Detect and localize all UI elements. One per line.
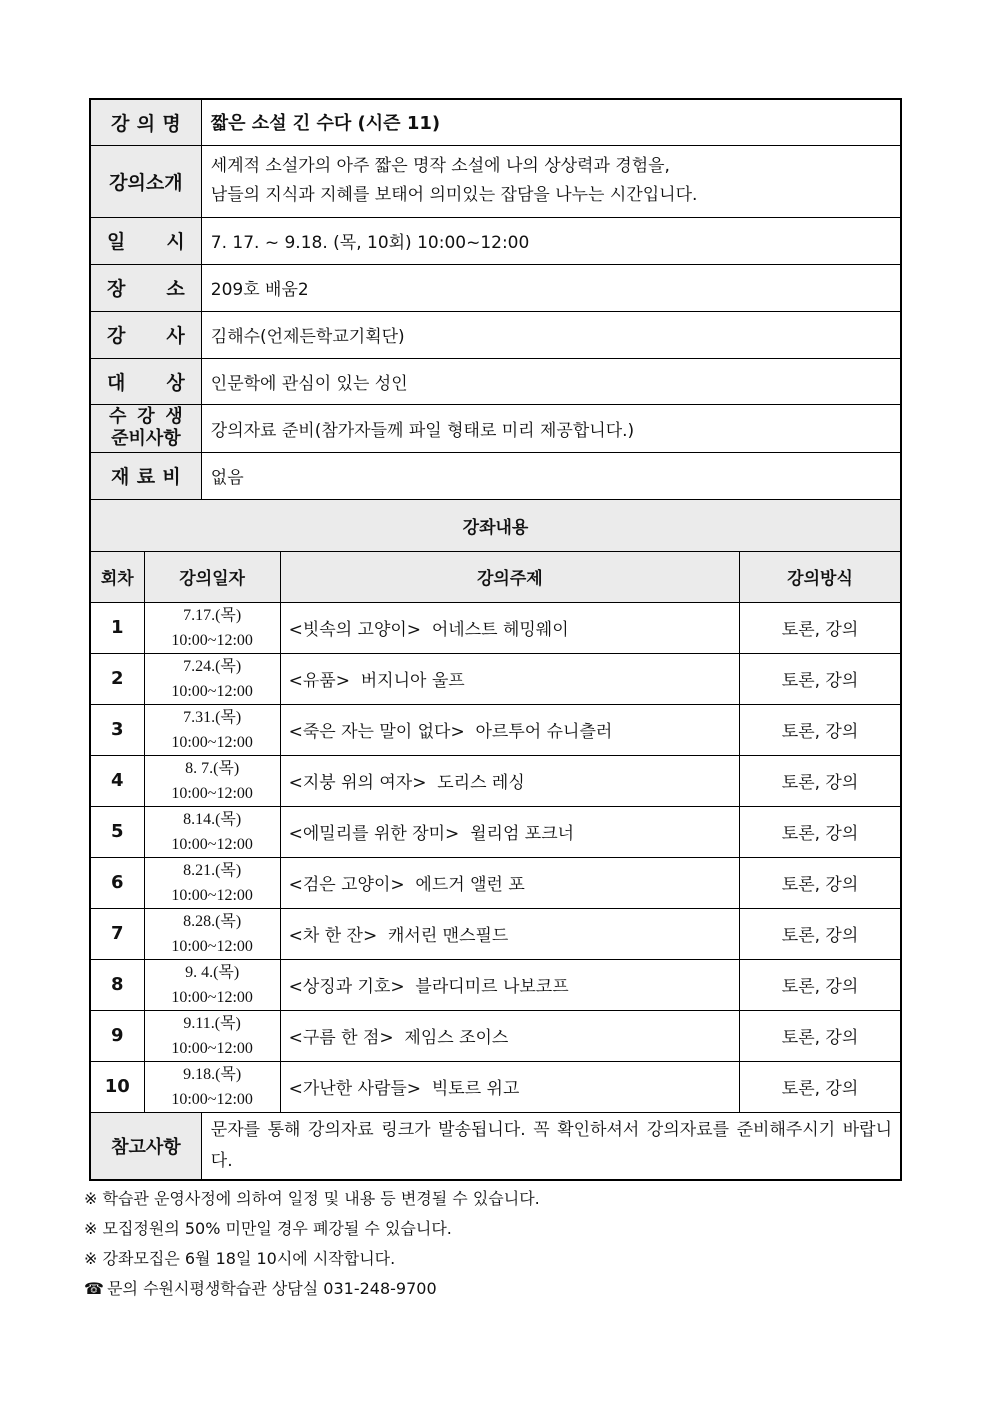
contact-text: 문의 수원시평생학습관 상담실 031-248-9700	[107, 1279, 437, 1298]
session-method: 토론, 강의	[740, 908, 901, 959]
course-target: 인문학에 관심이 있는 성인	[201, 358, 901, 404]
session-method: 토론, 강의	[740, 959, 901, 1010]
table-row	[90, 602, 901, 653]
label-prep: 수 강 생 준비사항	[90, 404, 201, 452]
curriculum-rows	[90, 602, 901, 1112]
session-number: 2	[90, 653, 144, 704]
label-title: 강 의 명	[90, 99, 201, 145]
session-number: 10	[90, 1061, 144, 1112]
session-method: 토론, 강의	[740, 602, 901, 653]
session-date: 7.31.(목) 10:00~12:00	[145, 705, 281, 755]
curriculum-header-row	[90, 551, 901, 602]
label-schedule: 일 시	[90, 217, 201, 264]
session-date-topic	[144, 1010, 739, 1061]
table-row	[90, 908, 901, 959]
row-schedule	[90, 217, 901, 264]
session-date-topic	[144, 755, 739, 806]
session-number: 8	[90, 959, 144, 1010]
session-date: 7.24.(목) 10:00~12:00	[145, 654, 281, 704]
session-date-topic	[144, 959, 739, 1010]
col-header-topic: 강의주제	[476, 569, 543, 589]
table-row	[90, 857, 901, 908]
row-prep	[90, 404, 901, 452]
table-row	[90, 959, 901, 1010]
label-note: 참고사항	[90, 1112, 201, 1180]
course-place: 209호 배움2	[201, 264, 901, 311]
session-number: 4	[90, 755, 144, 806]
session-date: 9.11.(목) 10:00~12:00	[145, 1011, 281, 1061]
session-date-topic	[144, 857, 739, 908]
session-date: 8. 7.(목) 10:00~12:00	[145, 756, 281, 806]
session-method: 토론, 강의	[740, 653, 901, 704]
session-date-topic	[144, 806, 739, 857]
course-prep: 강의자료 준비(참가자들께 파일 형태로 미리 제공합니다.)	[201, 404, 901, 452]
session-method: 토론, 강의	[740, 755, 901, 806]
session-number: 1	[90, 602, 144, 653]
session-date-topic	[144, 653, 739, 704]
col-header-date: 강의일자	[145, 552, 281, 602]
table-row	[90, 653, 901, 704]
row-instructor	[90, 311, 901, 358]
row-target	[90, 358, 901, 404]
session-date-topic	[144, 908, 739, 959]
session-date-topic	[144, 602, 739, 653]
session-method: 토론, 강의	[740, 806, 901, 857]
col-header-no: 회차	[90, 551, 144, 602]
session-topic: <유품> 버지니아 울프	[288, 671, 465, 691]
session-date: 8.28.(목) 10:00~12:00	[145, 909, 281, 959]
footer-note: ※ 학습관 운영사정에 의하여 일정 및 내용 등 변경될 수 있습니다.	[84, 1189, 540, 1208]
session-topic: <지붕 위의 여자> 도리스 레싱	[288, 773, 525, 793]
row-fee	[90, 452, 901, 499]
session-topic: <검은 고양이> 에드거 앨런 포	[288, 875, 525, 895]
phone-icon: ☎	[84, 1279, 104, 1298]
curriculum-heading: 강좌내용	[90, 499, 901, 551]
table-row	[90, 1061, 901, 1112]
footer-note: ※ 강좌모집은 6월 18일 10시에 시작합니다.	[84, 1249, 396, 1268]
row-title	[90, 99, 901, 145]
session-method: 토론, 강의	[740, 1010, 901, 1061]
session-topic: <에밀리를 위한 장미> 윌리엄 포크너	[288, 824, 575, 844]
label-target: 대 상	[90, 358, 201, 404]
col-header-method: 강의방식	[740, 551, 901, 602]
session-topic: <죽은 자는 말이 없다> 아르투어 슈니츨러	[288, 722, 613, 742]
session-date-topic	[144, 704, 739, 755]
table-row	[90, 704, 901, 755]
footer-contact	[84, 1274, 540, 1304]
label-fee: 재 료 비	[90, 452, 201, 499]
row-place	[90, 264, 901, 311]
curriculum-heading-row	[90, 499, 901, 551]
note-text: 문자를 통해 강의자료 링크가 발송됩니다. 꼭 확인하셔서 강의자료를 준비해주시기 바랍니다.	[201, 1112, 901, 1180]
label-intro: 강의소개	[90, 145, 201, 217]
row-intro	[90, 145, 901, 217]
course-fee: 없음	[201, 452, 901, 499]
course-info-table	[89, 98, 902, 1181]
label-place: 장 소	[90, 264, 201, 311]
session-number: 6	[90, 857, 144, 908]
session-topic: <가난한 사람들> 빅토르 위고	[288, 1079, 520, 1099]
session-method: 토론, 강의	[740, 1061, 901, 1112]
session-date: 9. 4.(목) 10:00~12:00	[145, 960, 281, 1010]
session-date: 9.18.(목) 10:00~12:00	[145, 1062, 281, 1112]
session-topic: <구름 한 점> 제임스 조이스	[288, 1028, 509, 1048]
footer-note: ※ 모집정원의 50% 미만일 경우 폐강될 수 있습니다.	[84, 1219, 452, 1238]
session-number: 9	[90, 1010, 144, 1061]
session-method: 토론, 강의	[740, 704, 901, 755]
table-row	[90, 755, 901, 806]
course-title: 짧은 소설 긴 수다 (시즌 11)	[201, 99, 901, 145]
course-intro: 세계적 소설가의 아주 짧은 명작 소설에 나의 상상력과 경험을, 남들의 지식과 지혜를 보태어 의미있는 잡담을 나누는 시간입니다.	[201, 145, 901, 217]
session-topic: <차 한 잔> 캐서린 맨스필드	[288, 926, 509, 946]
table-row	[90, 1010, 901, 1061]
session-date: 8.21.(목) 10:00~12:00	[145, 858, 281, 908]
session-date-topic	[144, 1061, 739, 1112]
row-note	[90, 1112, 901, 1180]
course-instructor: 김해수(언제든학교기획단)	[201, 311, 901, 358]
session-method: 토론, 강의	[740, 857, 901, 908]
session-topic: <빗속의 고양이> 어네스트 헤밍웨이	[288, 620, 569, 640]
session-date: 7.17.(목) 10:00~12:00	[145, 603, 281, 653]
table-row	[90, 806, 901, 857]
course-schedule: 7. 17. ~ 9.18. (목, 10회) 10:00~12:00	[201, 217, 901, 264]
session-topic: <상징과 기호> 블라디미르 나보코프	[288, 977, 569, 997]
label-instructor: 강 사	[90, 311, 201, 358]
footer-notes	[84, 1184, 540, 1304]
session-date: 8.14.(목) 10:00~12:00	[145, 807, 281, 857]
col-header-date-topic	[144, 551, 739, 602]
session-number: 7	[90, 908, 144, 959]
session-number: 5	[90, 806, 144, 857]
session-number: 3	[90, 704, 144, 755]
